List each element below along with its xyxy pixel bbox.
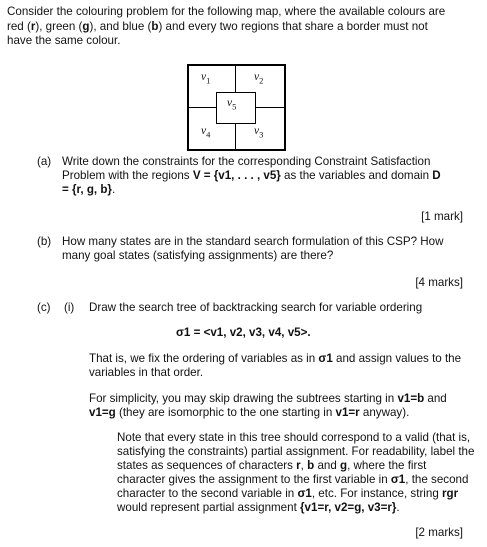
- part-c-para2-line-2: v1=g (they are isomorphic to the one starting in v1=r anyway).: [89, 406, 410, 419]
- part-c-sub-label: (i): [64, 301, 75, 314]
- map-diagram: [187, 64, 286, 151]
- part-b-marks: [4 marks]: [415, 276, 463, 289]
- note-line-1: Note that every state in this tree should correspond to a valid (that is,: [117, 431, 471, 444]
- region-v1-label: $v_1$: [201, 71, 211, 86]
- variable-ordering: σ1 = <v1, v2, v3, v4, v5>.: [176, 326, 311, 339]
- part-a-line-1: Write down the constraints for the corresponding Constraint Satisfaction: [62, 155, 431, 168]
- part-b-line-2: many goal states (satisfying assignments) are there?: [62, 249, 334, 262]
- region-v2-label: $v_2$: [254, 71, 264, 86]
- part-c-para1-line-1: That is, we fix the ordering of variables as in σ1 and assign values to the: [89, 352, 462, 365]
- note-line-6: would represent partial assignment {v1=r, v2=g, v3=r}.: [117, 501, 400, 514]
- part-c-para2-line-1: For simplicity, you may skip drawing the subtrees starting in v1=b and: [89, 392, 447, 405]
- region-v5-label: $v_5$: [227, 97, 237, 112]
- part-c-marks: [2 marks]: [415, 526, 463, 539]
- intro-line-1: Consider the colouring problem for the following map, where the available colours are: [7, 5, 446, 18]
- part-c-para1-line-2: variables in that order.: [89, 366, 204, 379]
- note-line-5: character to the second variable in σ1, etc. For instance, string rgr: [117, 487, 459, 500]
- part-a-line-2: Problem with the regions V = {v1, . . . , v5} as the variables and domain D: [62, 169, 441, 182]
- region-v4-label: $v_4$: [201, 125, 211, 140]
- part-a-marks: [1 mark]: [421, 210, 463, 223]
- region-v3-label: $v_3$: [254, 125, 264, 140]
- part-b-label: (b): [37, 235, 52, 248]
- part-a-label: (a): [37, 155, 52, 168]
- part-c-label: (c): [37, 301, 51, 314]
- part-a-line-3: = {r, g, b}.: [62, 183, 116, 196]
- intro-line-2: red (r), green (g), and blue (b) and every two regions that share a border must not: [7, 20, 428, 33]
- part-b-line-1: How many states are in the standard search formulation of this CSP? How: [62, 235, 444, 248]
- note-line-2: satisfying the constraints) partial assignment. For readability, label the: [117, 445, 475, 458]
- intro-line-3: have the same colour.: [7, 34, 121, 47]
- note-line-4: character gives the assignment to the first variable in σ1, the second: [117, 473, 469, 486]
- part-c-line-1: Draw the search tree of backtracking search for variable ordering: [89, 301, 423, 314]
- note-line-3: states as sequences of characters r, b and g, where the first: [117, 459, 427, 472]
